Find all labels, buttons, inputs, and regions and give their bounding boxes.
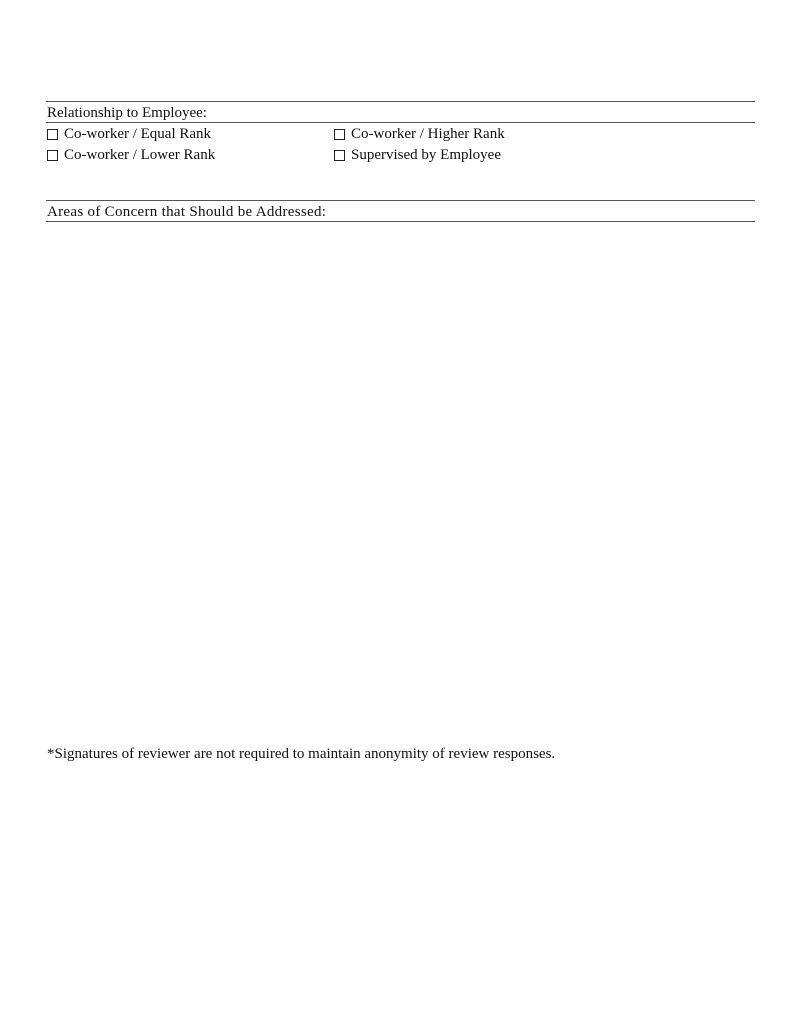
option-label: Supervised by Employee [351, 147, 501, 163]
empty-checkbox-icon[interactable] [47, 129, 58, 140]
top-divider [46, 101, 755, 102]
concerns-answer-field[interactable] [46, 223, 755, 723]
empty-checkbox-icon[interactable] [47, 150, 58, 161]
option-equal-rank[interactable] [47, 125, 211, 143]
empty-checkbox-icon[interactable] [334, 150, 345, 161]
concerns-divider [46, 221, 755, 222]
option-higher-rank[interactable] [334, 125, 505, 143]
option-supervised[interactable] [334, 146, 501, 164]
option-lower-rank[interactable] [47, 146, 215, 164]
option-label: Co-worker / Equal Rank [64, 126, 212, 142]
relationship-label: Relationship to Employee: [47, 105, 207, 121]
option-label: Co-worker / Higher Rank [351, 126, 505, 142]
footnote: *Signatures of reviewer are not required to maintain anonymity of review responses. [47, 746, 556, 762]
concerns-top-divider [46, 200, 755, 201]
relationship-divider [46, 122, 755, 123]
empty-checkbox-icon[interactable] [334, 129, 345, 140]
concerns-label: Areas of Concern that Should be Addressed: [47, 204, 327, 220]
option-label: Co-worker / Lower Rank [64, 147, 216, 163]
